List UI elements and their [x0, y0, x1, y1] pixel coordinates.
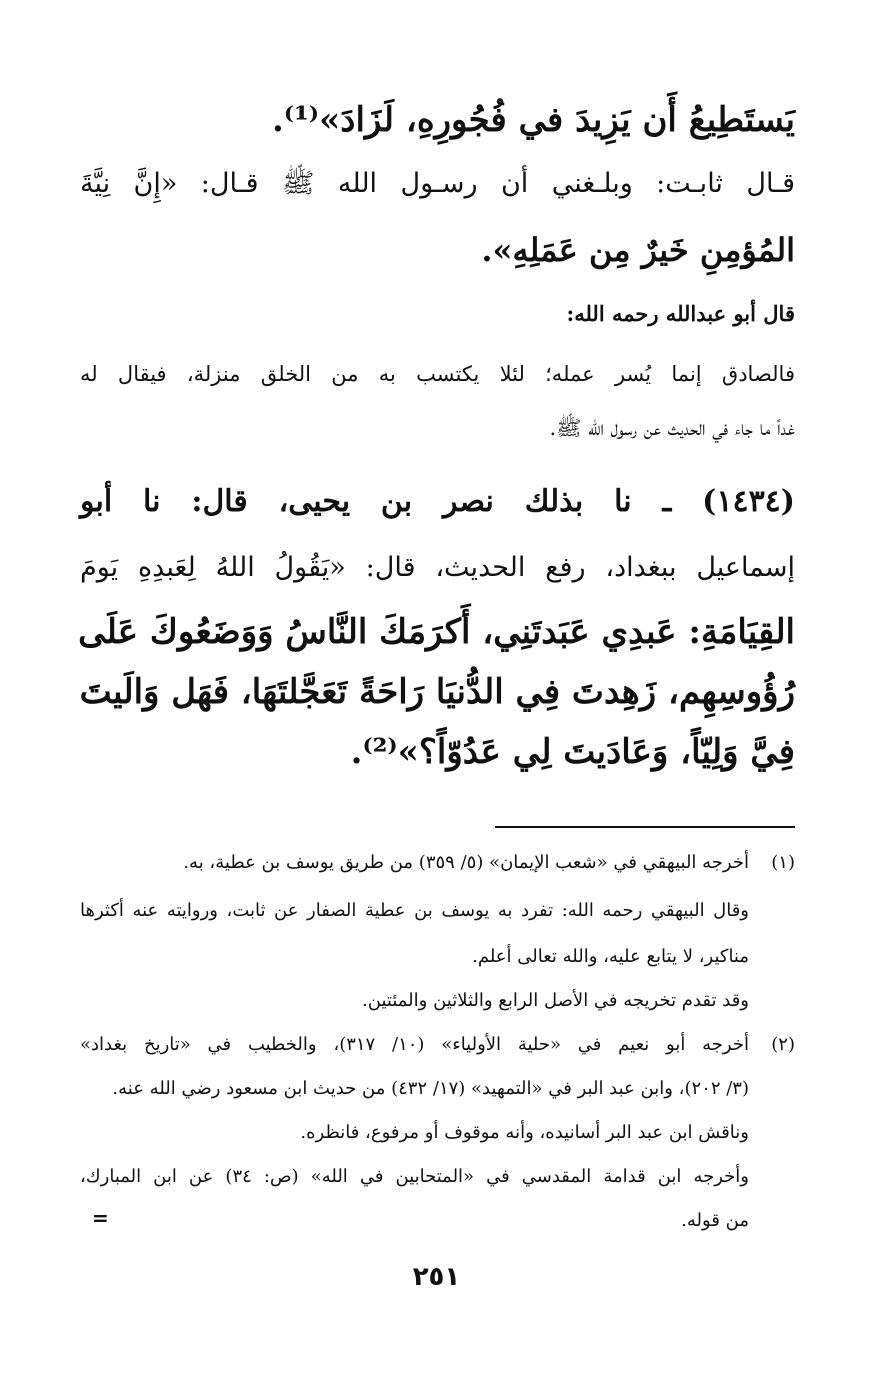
footnote-2-line-1: أخرجه أبو نعيم في «حلية الأولياء» (١٠/ ٣١٧)، والخطيب في «تاريخ بغداد» — [80, 1034, 749, 1055]
hadith-1434-line-4: رُؤُوسِهِم، زَهِدتَ فِي الدُّنيَا رَاحَةً تَعَجَّلتَهَا، فَهَل وَالَيتَ — [79, 672, 795, 712]
footnote-1-number: (١) — [771, 852, 795, 873]
footnote-2-number: (٢) — [771, 1034, 795, 1055]
page-number: ٢٥١ — [412, 1262, 461, 1292]
narrator-line-1: قـال ثابـت: وبلـغني أن رسـول الله ﷺ قـال: «إِنَّ نِيَّةَ — [80, 168, 795, 199]
hadith-1434-line-2: إسماعيل ببغداد، رفع الحديث، قال: «يَقُولُ اللهُ لِعَبدِهِ يَومَ — [80, 552, 795, 583]
footnote-2-line-5: من قوله. — [681, 1210, 749, 1231]
footnote-separator — [495, 826, 795, 828]
continuation-mark: = — [92, 1206, 109, 1230]
hadith-1434-line-3: القِيَامَةِ: عَبدِي عَبَدتَنِي، أَكرَمَكَ النَّاسُ وَوَضَعُوكَ عَلَى — [78, 612, 795, 652]
commentary-heading: قال أبو عبدالله رحمه الله: — [566, 301, 795, 326]
footnote-2-line-2: (٣/ ٢٠٢)، وابن عبد البر في «التمهيد» (١٧/ ٤٣٢) من حديث ابن مسعود رضي الله عنه. — [112, 1078, 749, 1099]
hadith-1434-line-5: فِيَّ وَلِيّاً، وَعَادَيتَ لِي عَدُوّاً؟»⁽²⁾. — [350, 732, 795, 772]
hadith-line-2: المُؤمِنِ خَيرٌ مِن عَمَلِهِ». — [481, 231, 795, 269]
footnote-1-line-1: أخرجه البيهقي في «شعب الإيمان» (٥/ ٣٥٩) من طريق يوسف بن عطية، به. — [183, 852, 749, 873]
footnote-1-line-4: وقد تقدم تخريجه في الأصل الرابع والثلاثين والمئتين. — [362, 990, 749, 1011]
footnote-2-line-3: وناقش ابن عبد البر أسانيده، وأنه موقوف أو مرفوع، فانظره. — [300, 1122, 749, 1143]
footnote-2-line-4: وأخرجه ابن قدامة المقدسي في «المتحابين في الله» (ص: ٣٤) عن ابن المبارك، — [80, 1166, 749, 1187]
commentary-line-2: غداً ما جاء في الحديث عن رسول الله ﷺ. — [549, 416, 795, 440]
hadith-line-1: يَستَطِيعُ أَن يَزِيدَ في فُجُورِهِ، لَزَادَ»⁽¹⁾. — [272, 100, 795, 140]
footnote-1-line-3: مناكير، لا يتابع عليه، والله تعالى أعلم. — [472, 946, 749, 967]
footnote-1-line-2: وقال البيهقي رحمه الله: تفرد به يوسف بن عطية الصفار عن ثابت، وروايته عنه أكثرها — [80, 900, 749, 921]
hadith-1434-line-1: (١٤٣٤) ـ نا بذلك نصر بن يحيى، قال: نا أبو — [80, 484, 795, 519]
commentary-line-1: فالصادق إنما يُسر عمله؛ لئلا يكتسب به من الخلق منزلة، فيقال له — [80, 362, 795, 386]
